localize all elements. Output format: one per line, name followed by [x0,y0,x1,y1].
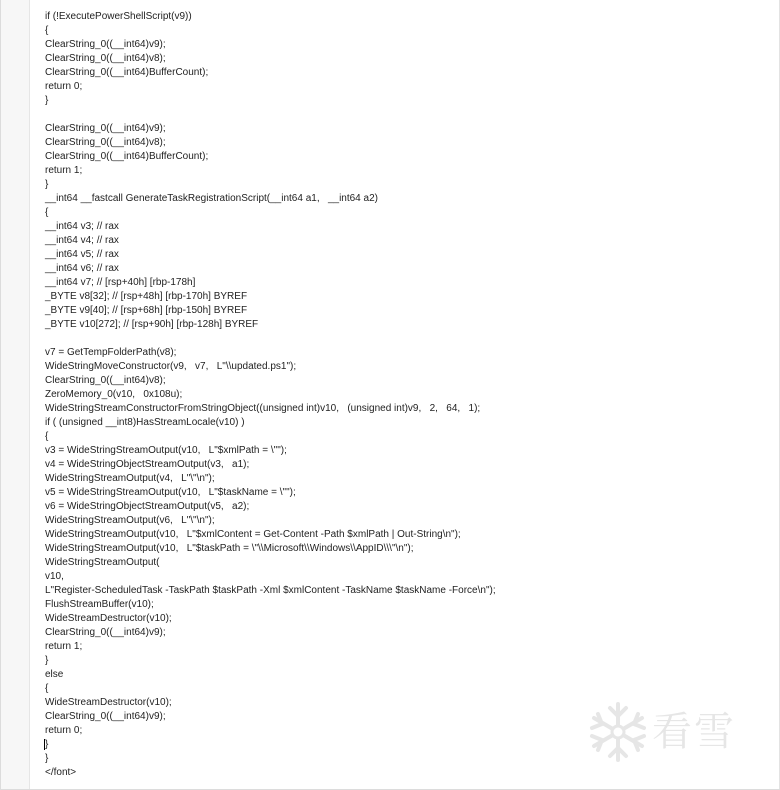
code-line-text: return 1; [45,165,83,176]
code-line-text: return 1; [45,641,83,652]
code-line-text: else [45,669,64,680]
code-line-text: { [45,683,49,694]
code-line-text: ClearString_0((__int64)v8); [45,137,166,148]
code-line [45,304,496,318]
code-line [45,108,496,122]
code-line-text: v4 = WideStringObjectStreamOutput(v3, a1); [45,459,250,470]
code-line-text: ClearString_0((__int64)v9); [45,123,166,134]
code-line-text: return 0; [45,81,83,92]
code-line-text: { [45,207,49,218]
code-line-text: __int64 __fastcall GenerateTaskRegistrationScript(__int64 a1, __int64 a2) [45,193,378,204]
code-line-text: WideStringStreamOutput(v4, L"\"\n"); [45,473,215,484]
code-line [45,430,496,444]
code-line-text: v3 = WideStringStreamOutput(v10, L"$xmlPath = \""); [45,445,287,456]
code-line [45,332,496,346]
code-line [45,150,496,164]
code-line-text: v5 = WideStringStreamOutput(v10, L"$taskName = \""); [45,487,296,498]
snowflake-icon [586,700,650,764]
code-line [45,612,496,626]
code-line [45,318,496,332]
code-line-text: __int64 v7; // [rsp+40h] [rbp-178h] [45,277,196,288]
code-line-text: v10, [45,571,64,582]
code-line [45,570,496,584]
code-line-text: if ( (unsigned __int8)HasStreamLocale(v10) ) [45,417,245,428]
code-line-text: _BYTE v9[40]; // [rsp+68h] [rbp-150h] BYREF [45,305,248,316]
code-line-text: ClearString_0((__int64)v9); [45,627,166,638]
code-line-text: WideStringStreamConstructorFromStringObject((unsigned int)v10, (unsigned int)v9, 2, 64, 1); [45,403,481,414]
code-line [45,472,496,486]
code-line [45,122,496,136]
code-line [45,388,496,402]
code-line [45,10,496,24]
code-line-text: __int64 v3; // rax [45,221,119,232]
code-line [45,542,496,556]
code-line-text: __int64 v6; // rax [45,263,119,274]
code-line [45,248,496,262]
code-line [45,234,496,248]
code-line [45,556,496,570]
code-line [45,738,496,752]
code-line [45,696,496,710]
watermark [586,700,766,764]
code-line [45,598,496,612]
code-line-text: ClearString_0((__int64)v8); [45,53,166,64]
code-line [45,752,496,766]
code-line-text: ClearString_0((__int64)v9); [45,711,166,722]
code-line-text: WideStringStreamOutput(v10, L"$xmlContent = Get-Content -Path $xmlPath | Out-String\n"); [45,529,461,540]
code-line [45,500,496,514]
code-line [45,52,496,66]
code-line-text: _BYTE v8[32]; // [rsp+48h] [rbp-170h] BYREF [45,291,248,302]
code-line-text: </font> [45,767,77,778]
code-line-text: return 0; [45,725,83,736]
code-line [45,276,496,290]
code-line [45,206,496,220]
code-line-text: { [45,25,49,36]
code-line [45,584,496,598]
code-line [45,346,496,360]
code-line [45,682,496,696]
code-line [45,360,496,374]
code-line-text: { [45,431,49,442]
code-line-text: WideStringStreamOutput( [45,557,160,568]
code-line-text: WideStringStreamOutput(v6, L"\"\n"); [45,515,215,526]
code-line [45,24,496,38]
code-line-text: } [45,655,49,666]
code-line-text: ClearString_0((__int64)v9); [45,39,166,50]
code-line [45,262,496,276]
watermark-text: 看雪 [652,709,736,755]
code-line-text: } [45,739,49,750]
code-line [45,290,496,304]
code-line-text: __int64 v4; // rax [45,235,119,246]
code-line-text: L"Register-ScheduledTask -TaskPath $taskPath -Xml $xmlContent -TaskName $taskName -Force\n"); [45,585,496,596]
code-line-text: WideStringMoveConstructor(v9, v7, L"\\updated.ps1"); [45,361,297,372]
code-line [45,220,496,234]
code-line [45,710,496,724]
code-line-text: FlushStreamBuffer(v10); [45,599,154,610]
code-line-text: v6 = WideStringObjectStreamOutput(v5, a2); [45,501,250,512]
code-line [45,514,496,528]
code-line-text: WideStringStreamOutput(v10, L"$taskPath = \"\\Microsoft\\Windows\\AppID\\\"\n"); [45,543,414,554]
code-line [45,38,496,52]
code-line-text: ClearString_0((__int64)BufferCount); [45,151,209,162]
code-line-text: WideStreamDestructor(v10); [45,613,172,624]
code-line [45,178,496,192]
code-line-text: v7 = GetTempFolderPath(v8); [45,347,177,358]
code-line [45,66,496,80]
code-line [45,654,496,668]
code-line [45,458,496,472]
code-line-text: __int64 v5; // rax [45,249,119,260]
code-line-text: } [45,95,49,106]
code-line-text: ZeroMemory_0(v10, 0x108u); [45,389,183,400]
code-line [45,668,496,682]
code-line [45,640,496,654]
code-line [45,374,496,388]
code-line [45,136,496,150]
code-line [45,528,496,542]
code-text-area[interactable] [45,10,496,780]
code-line [45,486,496,500]
code-line-text: } [45,753,49,764]
code-line-text: if (!ExecutePowerShellScript(v9)) [45,11,192,22]
code-line [45,416,496,430]
code-line-text: } [45,179,49,190]
line-gutter [0,0,30,790]
code-line [45,444,496,458]
code-line [45,402,496,416]
code-line-text: _BYTE v10[272]; // [rsp+90h] [rbp-128h] BYREF [45,319,259,330]
code-line [45,626,496,640]
code-line [45,164,496,178]
code-line-text: ClearString_0((__int64)BufferCount); [45,67,209,78]
code-line-text: WideStreamDestructor(v10); [45,697,172,708]
code-line [45,80,496,94]
code-line [45,766,496,780]
code-line [45,94,496,108]
code-line [45,192,496,206]
code-line-text: ClearString_0((__int64)v8); [45,375,166,386]
code-line [45,724,496,738]
